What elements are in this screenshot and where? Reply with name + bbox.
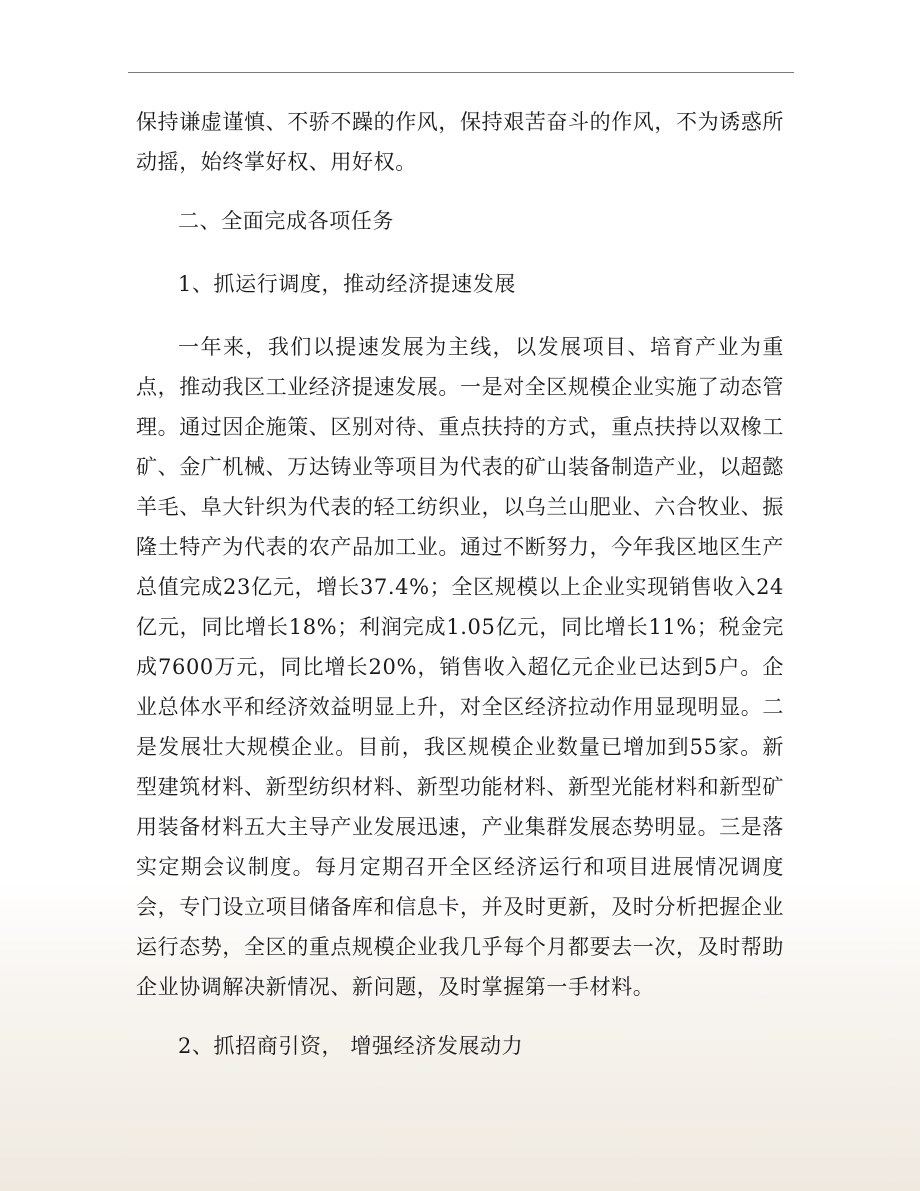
- body-paragraph: 一年来，我们以提速发展为主线，以发展项目、培育产业为重点，推动我区工业经济提速发展。一是对全区规模企业实施了动态管理。通过因企施策、区别对待、重点扶持的方式，重点扶持以双橡工矿、金广机械、万达铸业等项目为代表的矿山装备制造产业，以超懿羊毛、阜大针织为代表的轻工纺织业，以乌兰山肥业、六合牧业、振隆土特产为代表的农产品加工业。通过不断努力，今年我区地区生产总值完成23亿元，增长37.4%；全区规模以上企业实现销售收入24亿元，同比增长18%；利润完成1.05亿元，同比增长11%；税金完成7600万元，同比增长20%，销售收入超亿元企业已达到5户。企业总体水平和经济效益明显上升，对全区经济拉动作用显现明显。二是发展壮大规模企业。目前，我区规模企业数量已增加到55家。新型建筑材料、新型纺织材料、新型功能材料、新型光能材料和新型矿用装备材料五大主导产业发展迅速，产业集群发展态势明显。三是落实定期会议制度。每月定期召开全区经济运行和项目进展情况调度会，专门设立项目储备库和信息卡，并及时更新，及时分析把握企业运行态势，全区的重点规模企业我几乎每个月都要去一次，及时帮助企业协调解决新情况、新问题，及时掌握第一手材料。: [136, 335, 784, 999]
- section-heading: 二、全面完成各项任务: [178, 209, 394, 233]
- subsection-heading: 2、抓招商引资， 增强经济发展动力: [178, 1034, 524, 1058]
- document-body: [136, 102, 784, 1089]
- paragraph-continuation: 保持谦虚谨慎、不骄不躁的作风，保持艰苦奋斗的作风，不为诱惑所动摇，始终掌好权、用好权。: [136, 110, 784, 174]
- subsection-heading: 1、抓运行调度，推动经济提速发展: [178, 272, 516, 296]
- header-rule: [128, 72, 794, 73]
